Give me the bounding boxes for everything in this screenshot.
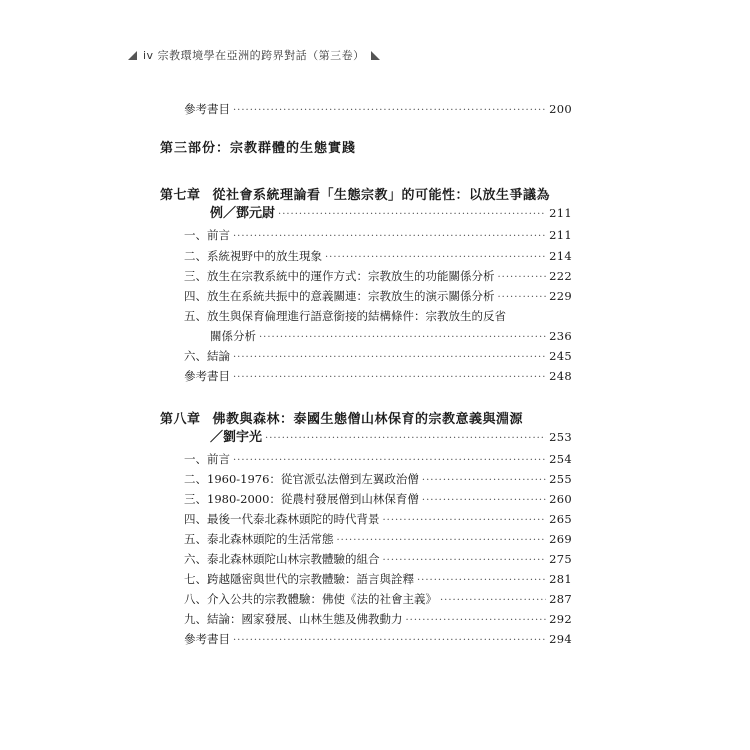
chapter-page: 253 (549, 430, 572, 444)
toc-entry-page: 269 (549, 532, 572, 546)
dot-leader (422, 474, 546, 488)
dot-leader (233, 230, 546, 244)
toc-entry (184, 269, 572, 285)
toc-entry-label: 參考書目 (184, 102, 230, 116)
chapter-number: 第八章 (160, 412, 201, 427)
toc-entry (184, 532, 572, 548)
toc-entry-label: 七、跨越隱密與世代的宗教體驗：語言與詮釋 (184, 572, 414, 586)
toc-entry (184, 289, 572, 305)
toc-entry-continuation (210, 329, 572, 345)
toc-entry-label: 六、結論 (184, 349, 230, 363)
toc-entry-label: 八、介入公共的宗教體驗：佛使《法的社會主義》 (184, 592, 437, 606)
dot-leader (440, 594, 546, 608)
toc-entry-label: 一、前言 (184, 228, 230, 242)
dot-leader (233, 351, 546, 365)
dot-leader (406, 614, 547, 628)
toc-entry-page: 236 (549, 329, 572, 343)
chapter-7-title (160, 184, 550, 203)
toc-entry-page: 222 (549, 269, 572, 283)
toc-entry-page: 260 (549, 492, 572, 506)
toc-entry-label: 二、系統視野中的放生現象 (184, 249, 322, 263)
toc-entry (184, 552, 572, 568)
dot-leader (259, 331, 546, 345)
toc-entry-label: 四、最後一代泰北森林頭陀的時代背景 (184, 512, 380, 526)
toc-entry (184, 612, 572, 628)
toc-entry-label: 九、結論：國家發展、山林生態及佛教動力 (184, 612, 403, 626)
toc-entry (184, 349, 572, 365)
toc-entry (184, 369, 572, 385)
chapter-8-title-line2 (210, 430, 572, 446)
dot-leader (498, 291, 547, 305)
dot-leader (498, 271, 547, 285)
toc-entry-page: 287 (549, 592, 572, 606)
toc-entry-prev-references (184, 102, 572, 118)
toc-entry (184, 632, 572, 648)
toc-entry-page: 265 (549, 512, 572, 526)
toc-entry-page: 255 (549, 472, 572, 486)
triangle-left-icon (128, 51, 137, 60)
chapter-page: 211 (549, 206, 572, 220)
toc-entry-page: 292 (549, 612, 572, 626)
chapter-title-line2: 例／鄧元尉 (210, 206, 276, 221)
toc-entry (184, 249, 572, 265)
toc-entry-label: 三、放生在宗教系統中的運作方式：宗教放生的功能關係分析 (184, 269, 495, 283)
toc-entry-label-continued: 關係分析 (210, 329, 256, 343)
toc-entry (184, 492, 572, 508)
toc-entry-label: 三、1980-2000：從農村發展僧到山林保育僧 (184, 492, 419, 506)
toc-entry (184, 228, 572, 244)
dot-leader (233, 371, 546, 385)
triangle-right-icon (371, 51, 380, 60)
chapter-title-line2: ／劉宇光 (210, 430, 263, 445)
dot-leader (422, 494, 546, 508)
toc-entry-page: 294 (549, 632, 572, 646)
toc-entry (184, 452, 572, 468)
toc-entry (184, 309, 572, 323)
page-numeral: iv (143, 48, 154, 62)
toc-entry-page: 281 (549, 572, 572, 586)
toc-entry-page: 248 (549, 369, 572, 383)
dot-leader (233, 454, 546, 468)
toc-entry-label: 參考書目 (184, 369, 230, 383)
dot-leader (278, 208, 546, 222)
dot-leader (337, 534, 547, 548)
dot-leader (233, 104, 546, 118)
toc-entry-page: 275 (549, 552, 572, 566)
book-title: 宗教環境學在亞洲的跨界對話（第三卷） (157, 49, 365, 62)
toc-entry-label: 六、泰北森林頭陀山林宗教體驗的組合 (184, 552, 380, 566)
toc-entry-page: 211 (549, 228, 572, 242)
toc-entry-label: 二、1960-1976：從官派弘法僧到左翼政治僧 (184, 472, 419, 486)
toc-entry-label: 四、放生在系統共振中的意義關連：宗教放生的演示關係分析 (184, 289, 495, 303)
chapter-7-title-line2 (210, 206, 572, 222)
chapter-8-title (160, 408, 523, 427)
toc-entry-label: 五、放生與保育倫理進行語意銜接的結構條件：宗教放生的反省 (184, 309, 506, 323)
toc-entry-page: 245 (549, 349, 572, 363)
chapter-title-line1: 從社會系統理論看「生態宗教」的可能性：以放生爭議為 (212, 188, 551, 203)
chapter-title-line1: 佛教與森林：泰國生態僧山林保育的宗教意義與淵源 (212, 412, 524, 427)
toc-entry-label: 五、泰北森林頭陀的生活常態 (184, 532, 334, 546)
dot-leader (233, 634, 546, 648)
dot-leader (383, 514, 547, 528)
dot-leader (383, 554, 547, 568)
dot-leader (325, 251, 546, 265)
toc-entry-label: 一、前言 (184, 452, 230, 466)
running-header (128, 47, 628, 63)
toc-entry-page: 214 (549, 249, 572, 263)
toc-entry (184, 592, 572, 608)
dot-leader (417, 574, 546, 588)
toc-entry (184, 572, 572, 588)
dot-leader (265, 432, 546, 446)
part-heading: 第三部份：宗教群體的生態實踐 (160, 141, 357, 156)
toc-entry-label: 參考書目 (184, 632, 230, 646)
toc-entry-page: 229 (549, 289, 572, 303)
toc-entry (184, 512, 572, 528)
toc-entry (184, 472, 572, 488)
chapter-number: 第七章 (160, 188, 201, 203)
toc-entry-page: 200 (549, 102, 572, 116)
toc-entry-page: 254 (549, 452, 572, 466)
